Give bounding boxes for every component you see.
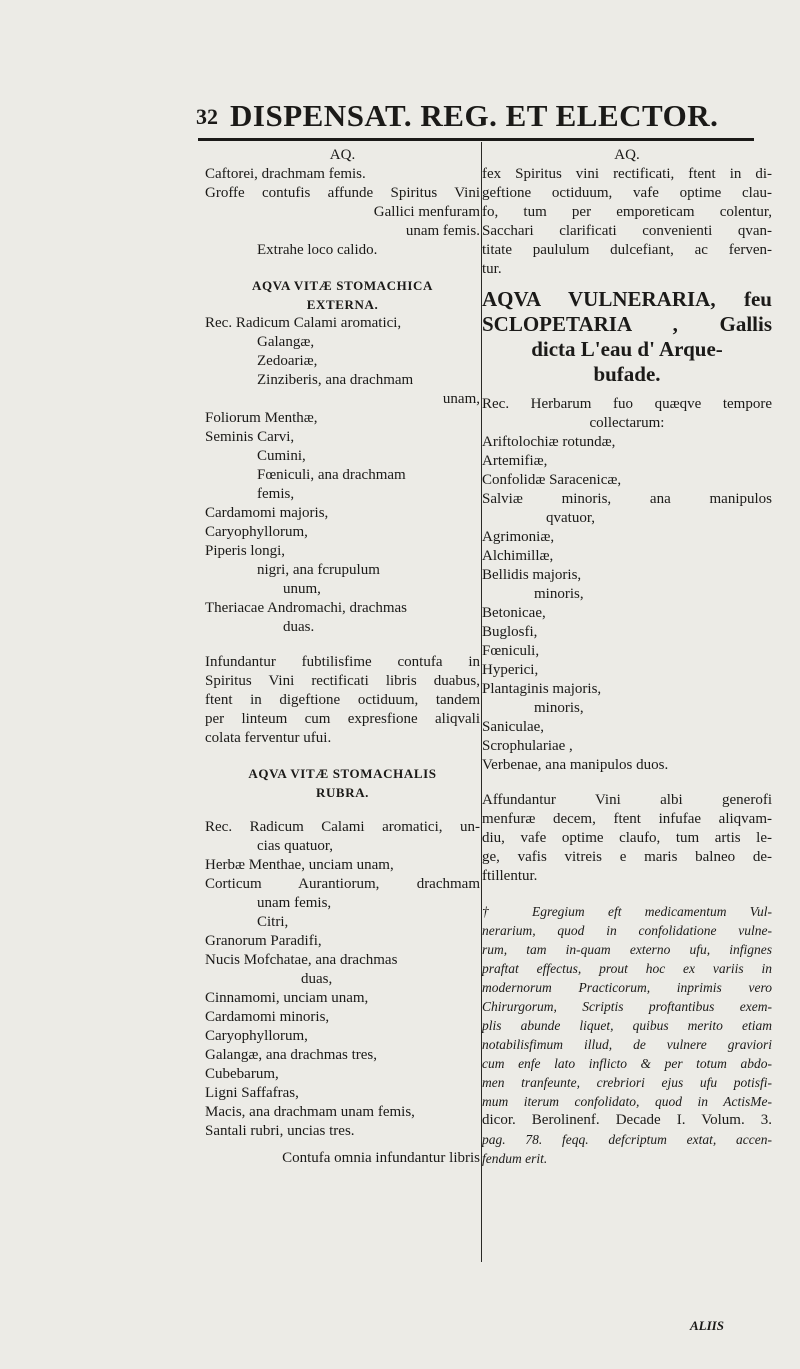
text-line: Rec. Radicum Calami aromatici, <box>205 315 402 331</box>
text-line: SCLOPETARIA , Gallis <box>482 312 772 336</box>
text-line: bufade. <box>593 362 661 386</box>
text-line: rum, tam in-quam externo ufu, infignes <box>482 942 772 957</box>
text-line: Theriacae Andromachi, drachmas <box>205 600 407 616</box>
text-line: Caryophyllorum, <box>205 1028 308 1044</box>
text-line: cias quatuor, <box>257 838 334 854</box>
text-line: Galangæ, ana drachmas tres, <box>205 1047 378 1063</box>
text-line: minoris, <box>534 700 584 716</box>
right-column <box>482 146 772 1168</box>
text-line: Salviæ minoris, ana manipulos <box>482 491 772 507</box>
text-line: per linteum cum expresfione aliqvali <box>205 711 480 727</box>
page-number: 32 <box>196 104 218 129</box>
text-line: Sacchari clarificati convenienti qvan- <box>482 223 772 239</box>
text-line: ge, vafis vitreis e maris balneo de- <box>482 849 772 865</box>
text-line: Fœniculi, ana drachmam <box>257 467 406 483</box>
text-line: Corticum Aurantiorum, drachmam <box>205 876 480 892</box>
text-line: fo, tum per emporeticam colentur, <box>482 204 772 220</box>
text-line: tur. <box>482 261 502 277</box>
header-rule <box>198 138 754 141</box>
text-line: Gallici menfuram <box>373 204 480 220</box>
text-line: dicta L'eau d' Arque- <box>531 337 723 361</box>
text-line: Zedoariæ, <box>257 353 318 369</box>
text-line: qvatuor, <box>546 510 595 526</box>
text-line: Santali rubri, uncias tres. <box>205 1123 355 1139</box>
text-line: Ariftolochiæ rotundæ, <box>482 434 616 450</box>
text-line: Artemifiæ, <box>482 453 548 469</box>
text-line: Foliorum Menthæ, <box>205 410 318 426</box>
text-line: RUBRA. <box>315 785 370 800</box>
text-line: unam femis. <box>405 223 480 239</box>
text-line: dicor. Berolinenf. Decade I. Volum. 3. <box>482 1112 772 1128</box>
text-line: Buglosfi, <box>482 624 538 640</box>
text-line: Caftorei, drachmam femis. <box>205 166 366 182</box>
text-line: Betonicae, <box>482 605 546 621</box>
line-spacer <box>205 260 480 276</box>
text-line: fendum erit. <box>482 1151 548 1166</box>
text-line: Plantaginis majoris, <box>482 681 602 697</box>
text-line: Agrimoniæ, <box>482 529 555 545</box>
text-line: duas. <box>283 619 315 635</box>
left-column <box>205 146 480 1168</box>
line-spacer <box>482 279 772 287</box>
text-line: nerarium, quod in confolidatione vulne- <box>482 923 772 938</box>
text-line: Rec. Herbarum fuo quæqve tempore <box>482 396 772 412</box>
text-line: pag. 78. feqq. defcriptum extat, accen- <box>482 1132 772 1147</box>
text-line: Alchimillæ, <box>482 548 554 564</box>
line-spacer <box>205 802 480 818</box>
text-line: mum iterum confolidato, quod in ActisMe- <box>482 1094 772 1109</box>
text-line: ftillentur. <box>482 868 538 884</box>
text-line: Herbæ Menthae, unciam unam, <box>205 857 394 873</box>
text-line: colata ferventur ufui. <box>205 730 332 746</box>
text-line: fex Spiritus vini rectificati, ftent in di- <box>482 166 772 182</box>
text-line: menfuræ decem, ftent infufae aliqvam- <box>482 811 772 827</box>
text-line: Macis, ana drachmam unam femis, <box>205 1104 415 1120</box>
text-line: Nucis Mofchatae, ana drachmas <box>205 952 398 968</box>
text-line: Bellidis majoris, <box>482 567 582 583</box>
text-line: Rec. Radicum Calami aromatici, un- <box>205 819 480 835</box>
text-line: Contufa omnia infundantur libris <box>282 1150 480 1166</box>
running-title: DISPENSAT. REG. ET ELECTOR. <box>230 98 719 133</box>
text-line: Galangæ, <box>257 334 315 350</box>
text-line: nigri, ana fcrupulum <box>257 562 380 578</box>
text-line: Cardamomi majoris, <box>205 505 329 521</box>
text-line: Extrahe loco calido. <box>257 242 378 258</box>
text-line: Cinnamomi, unciam unam, <box>205 990 369 1006</box>
text-line: Infundantur fubtilisfime contufa in <box>205 654 480 670</box>
text-line: titate paululum dulcefiant, ac ferven- <box>482 242 772 258</box>
text-line: Affundantur Vini albi generofi <box>482 792 772 808</box>
running-header <box>196 98 756 138</box>
text-line: men tranfeunte, crebriori ejus ufu potisfi- <box>482 1075 772 1090</box>
line-spacer <box>482 775 772 791</box>
line-spacer <box>482 387 772 395</box>
text-line: femis, <box>257 486 295 502</box>
text-line: Caryophyllorum, <box>205 524 308 540</box>
text-line: EXTERNA. <box>306 297 379 312</box>
text-line: Fœniculi, <box>482 643 540 659</box>
line-spacer <box>205 748 480 764</box>
text-line: cum enfe lato inflicto & per totum abdo- <box>482 1056 772 1071</box>
text-line: Hyperici, <box>482 662 539 678</box>
text-line: AQVA VITÆ STOMACHICA <box>251 278 434 293</box>
text-line: notabilisfimum illud, de vulnere graviori <box>482 1037 772 1052</box>
text-line: Zinziberis, ana drachmam <box>257 372 414 388</box>
text-line: modernorum Practicorum, inprimis vero <box>482 980 772 995</box>
catchword: ALIIS <box>690 1318 724 1333</box>
text-line: plis abunde liquet, quibus merito etiam <box>482 1018 772 1033</box>
text-line: Citri, <box>257 914 289 930</box>
line-spacer <box>205 637 480 653</box>
text-line: AQ. <box>329 147 356 163</box>
text-line: AQVA VULNERARIA, feu <box>482 287 772 311</box>
text-line: Seminis Carvi, <box>205 429 295 445</box>
line-spacer <box>205 1141 480 1149</box>
text-line: Ligni Saffafras, <box>205 1085 299 1101</box>
text-line: Saniculae, <box>482 719 545 735</box>
text-line: Spiritus Vini rectificati libris duabus, <box>205 673 480 689</box>
text-line: diu, vafe optime claufo, tum artis le- <box>482 830 772 846</box>
text-line: unum, <box>283 581 321 597</box>
text-line: duas, <box>301 971 333 987</box>
text-line: praftat effectus, prout hoc ex variis in <box>482 961 772 976</box>
text-line: Verbenae, ana manipulos duos. <box>482 757 669 773</box>
text-line: AQVA VITÆ STOMACHALIS <box>248 766 437 781</box>
text-line: Chirurgorum, Scriptis proftantibus exem- <box>482 999 772 1014</box>
text-line: ftent in digeftione octiduum, tandem <box>205 692 480 708</box>
text-line: AQ. <box>614 147 640 163</box>
text-line: minoris, <box>534 586 584 602</box>
line-spacer <box>482 886 772 902</box>
text-line: unam femis, <box>257 895 332 911</box>
text-line: unam, <box>442 391 480 407</box>
text-line: collectarum: <box>589 415 665 431</box>
text-line: Cardamomi minoris, <box>205 1009 330 1025</box>
text-line: Cumini, <box>257 448 306 464</box>
text-line: † Egregium eft medicamentum Vul- <box>482 904 772 919</box>
text-line: Confolidæ Saracenicæ, <box>482 472 622 488</box>
text-line: Piperis longi, <box>205 543 286 559</box>
text-line: Scrophulariae , <box>482 738 573 754</box>
text-line: Granorum Paradifi, <box>205 933 322 949</box>
text-line: Groffe contufis affunde Spiritus Vini <box>205 185 480 201</box>
text-line: geftione octiduum, vafe optime clau- <box>482 185 772 201</box>
text-line: Cubebarum, <box>205 1066 279 1082</box>
